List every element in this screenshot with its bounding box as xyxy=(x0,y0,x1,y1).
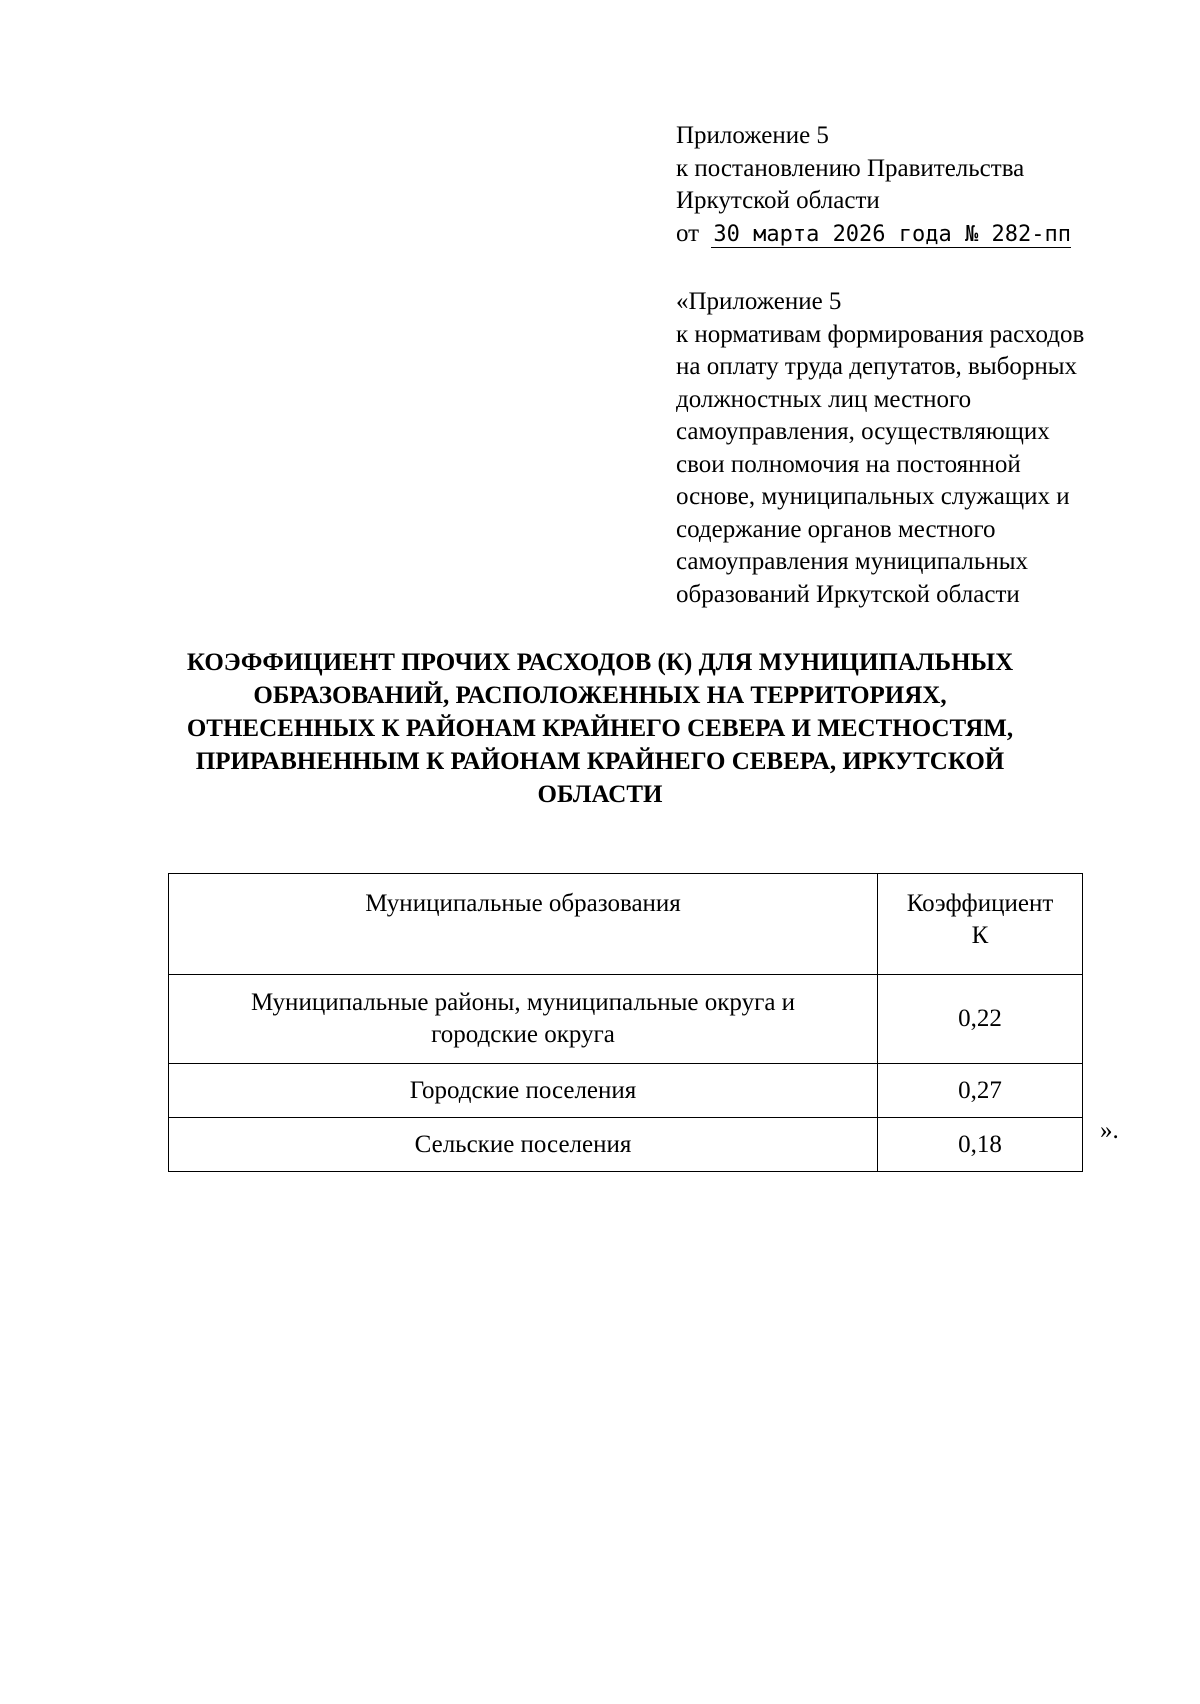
norms-word: органов xyxy=(807,515,892,543)
norms-line xyxy=(676,416,1144,449)
title-line: ПРИРАВНЕННЫМ К РАЙОНАМ КРАЙНЕГО СЕВЕРА, ИРКУТСКОЙ xyxy=(195,748,1005,775)
norms-word: и xyxy=(1056,483,1070,510)
header-coefficient-line1: Коэффициент xyxy=(906,890,1054,917)
norms-word: служащих xyxy=(940,483,1050,510)
header-municipalities: Муниципальные образования xyxy=(169,874,878,975)
row-name-line2: городские округа xyxy=(431,1021,615,1048)
row-coefficient-value: 0,27 xyxy=(878,1064,1083,1118)
norms-annex-title: «Приложение 5 xyxy=(676,288,842,315)
coefficient-table xyxy=(168,873,1083,1172)
norms-line xyxy=(676,449,1144,482)
order-prefix: от xyxy=(676,219,700,247)
norms-word: основе, xyxy=(676,483,756,510)
norms-word: самоуправления, xyxy=(676,418,855,445)
title-line: ОБЛАСТИ xyxy=(537,781,663,808)
norms-line xyxy=(676,514,1144,547)
norms-annex-header xyxy=(676,286,1144,611)
norms-word: постоянной xyxy=(896,450,1021,478)
header-coefficient xyxy=(878,874,1083,975)
norms-word: муниципальных xyxy=(761,483,935,510)
table-row xyxy=(169,975,1083,1064)
norms-line xyxy=(676,481,1144,514)
norms-word: лиц xyxy=(828,385,868,413)
norms-word: осуществляющих xyxy=(861,418,1050,445)
table-header-row xyxy=(169,874,1083,975)
table-row xyxy=(169,1118,1083,1172)
document-title xyxy=(120,646,1080,811)
title-line: ОБРАЗОВАНИЙ, РАСПОЛОЖЕННЫХ НА ТЕРРИТОРИЯХ, xyxy=(253,682,947,709)
norms-word: должностных xyxy=(676,385,822,413)
closing-quote: ». xyxy=(1100,1117,1119,1144)
norms-word: содержание xyxy=(676,515,802,543)
row-municipality-name: Городские поселения xyxy=(169,1064,878,1118)
order-date-number: 30 марта 2026 года № 282-пп xyxy=(713,221,1071,247)
title-line: ОТНЕСЕННЫХ К РАЙОНАМ КРАЙНЕГО СЕВЕРА И МЕСТНОСТЯМ, xyxy=(186,715,1014,742)
annex-word: постановлению xyxy=(694,154,861,182)
norms-line xyxy=(676,546,1144,579)
norms-word: на xyxy=(865,450,891,478)
annex-to-resolution xyxy=(676,153,1144,186)
annex-word: к xyxy=(676,154,689,182)
norms-word: свои xyxy=(676,450,725,478)
norms-line xyxy=(676,384,1144,417)
annex-title: Приложение 5 xyxy=(676,122,829,149)
norms-word: самоуправления xyxy=(676,548,849,575)
title-line: КОЭФФИЦИЕНТ ПРОЧИХ РАСХОДОВ (К) ДЛЯ МУНИЦИПАЛЬНЫХ xyxy=(186,649,1014,676)
order-reference xyxy=(676,218,1144,251)
row-municipality-name: Сельские поселения xyxy=(169,1118,878,1172)
row-coefficient-value: 0,22 xyxy=(878,975,1083,1064)
row-municipality-name xyxy=(169,975,878,1064)
norms-word: полномочия xyxy=(730,450,860,478)
norms-word: муниципальных xyxy=(854,548,1028,575)
annex-header xyxy=(676,120,1144,250)
annex-region: Иркутской области xyxy=(676,187,880,214)
annex-word: Правительства xyxy=(866,154,1025,182)
row-coefficient-value: 0,18 xyxy=(878,1118,1083,1172)
norms-line: образований Иркутской области xyxy=(676,580,1020,608)
table-row xyxy=(169,1064,1083,1118)
header-coefficient-line2: К xyxy=(971,922,989,949)
norms-word: местного xyxy=(873,385,972,413)
row-name-line1: Муниципальные районы, муниципальные округа и xyxy=(250,989,796,1016)
norms-word: местного xyxy=(897,515,996,543)
norms-line: к нормативам формирования расходов xyxy=(676,320,1085,348)
norms-line: на оплату труда депутатов, выборных xyxy=(676,353,1078,380)
